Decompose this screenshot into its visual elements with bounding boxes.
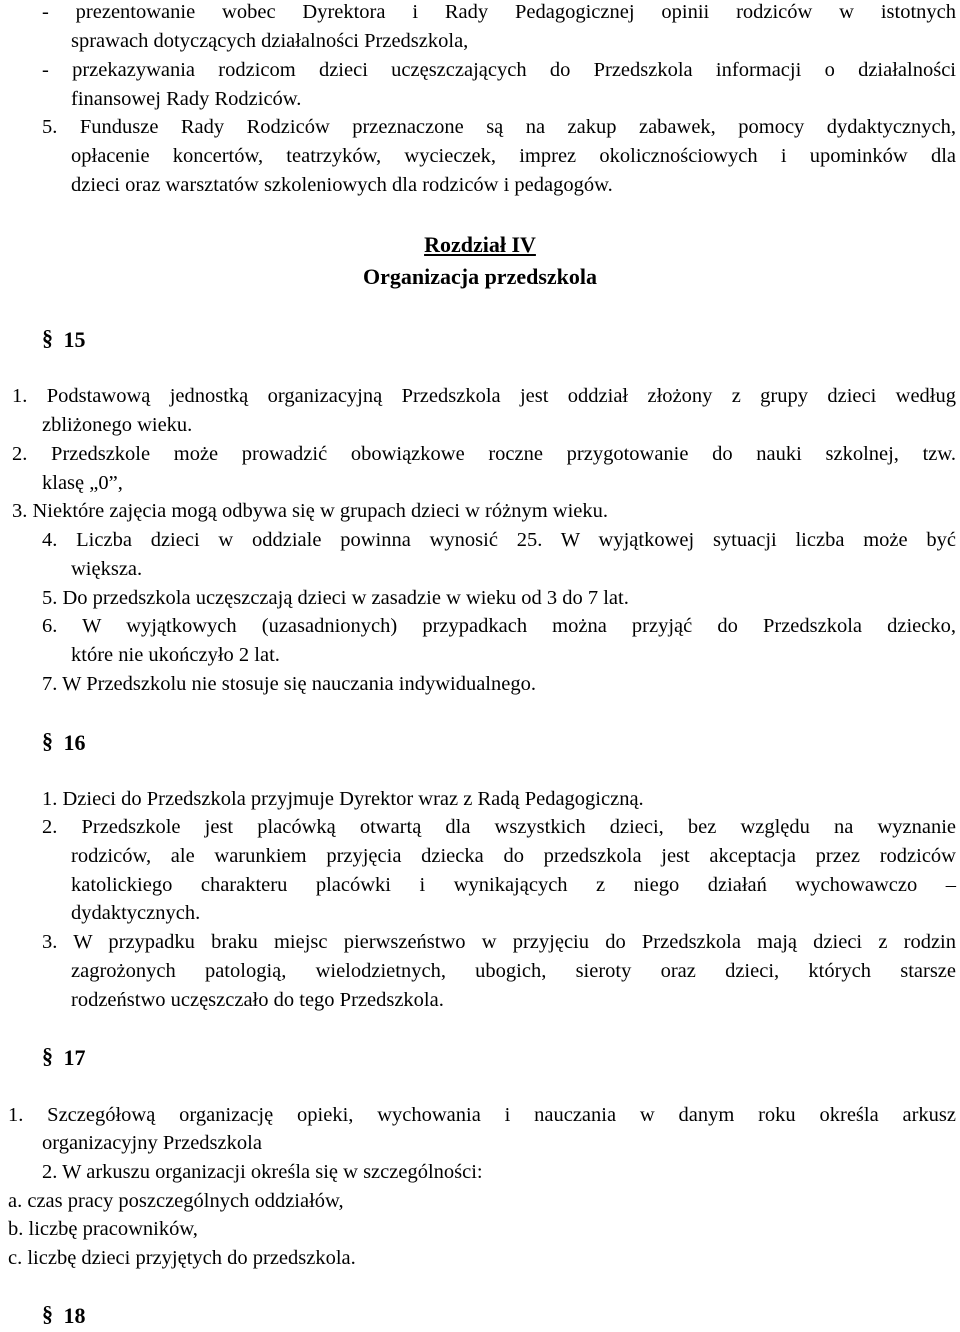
text-line: zagrożonych patologią, wielodzietnych, ubogich, sieroty oraz dzieci, których starsze [71,960,956,982]
text-line: 2. Przedszkole może prowadzić obowiązkowe roczne przygotowanie do nauki szkolnej, tzw. [12,443,956,465]
section-number: 16 [63,730,86,755]
text-line: 5. Fundusze Rady Rodziców przeznaczone są na zakup zabawek, pomocy dydaktycznych, [42,116,956,138]
text-line: klasę „0”, [42,472,123,494]
paragraph-sign: § [42,1301,53,1326]
section-number: 17 [63,1045,86,1070]
chapter-title: Organizacja przedszkola [362,264,598,289]
paragraph-sign: § [42,325,53,350]
text-line: większa. [71,558,143,580]
chapter-number: Rozdział IV [424,232,536,257]
text-line: dydaktycznych. [71,902,201,924]
text-line: sprawach dotyczących działalności Przedszkola, [71,30,469,52]
text-line: 3. Niektóre zajęcia mogą odbywa się w grupach dzieci w różnym wieku. [12,500,608,522]
section-heading-18 [42,1301,86,1330]
text-line: zbliżonego wieku. [42,414,193,436]
section-heading-16 [42,728,86,757]
text-line: 5. Do przedszkola uczęszczają dzieci w zasadzie w wieku od 3 do 7 lat. [42,587,629,609]
list-item: a. czas pracy poszczególnych oddziałów, [8,1190,344,1212]
text-line: 1. Dzieci do Przedszkola przyjmuje Dyrektor wraz z Radą Pedagogiczną. [42,788,644,810]
text-line: 4. Liczba dzieci w oddziale powinna wynosić 25. W wyjątkowej sytuacji liczba może być [42,529,956,551]
text-line: finansowej Rady Rodziców. [71,88,302,110]
paragraph-sign: § [42,1043,53,1068]
text-line: 2. W arkuszu organizacji określa się w szczególności: [42,1161,483,1183]
text-line: - przekazywania rodzicom dzieci uczęszczających do Przedszkola informacji o działalności [42,59,956,81]
text-line: opłacenie koncertów, teatrzyków, wycieczek, imprez okolicznościowych i upominków dla [71,145,956,167]
text-line: rodzeństwo uczęszczało do tego Przedszkola. [71,989,444,1011]
text-line: 1. Podstawową jednostką organizacyjną Przedszkola jest oddział złożony z grupy dzieci według [12,385,956,407]
section-number: 15 [63,327,86,352]
section-heading-17 [42,1043,86,1072]
text-line: 2. Przedszkole jest placówką otwartą dla wszystkich dzieci, bez względu na wyznanie [42,816,956,838]
text-line: katolickiego charakteru placówki i wynikających z niego działań wychowawczo – [71,874,956,896]
text-line: 3. W przypadku braku miejsc pierwszeństwo w przyjęciu do Przedszkola mają dzieci z rodzin [42,931,956,953]
paragraph-sign: § [42,728,53,753]
text-line: organizacyjny Przedszkola [42,1132,262,1154]
text-line: 1. Szczegółową organizację opieki, wychowania i nauczania w danym roku określa arkusz [8,1104,956,1126]
text-line: 6. W wyjątkowych (uzasadnionych) przypadkach można przyjąć do Przedszkola dziecko, [42,615,956,637]
section-heading-15 [42,325,86,354]
text-line: które nie ukończyło 2 lat. [71,644,280,666]
list-item: c. liczbę dzieci przyjętych do przedszkola. [8,1247,356,1269]
text-line: - prezentowanie wobec Dyrektora i Rady Pedagogicznej opinii rodziców w istotnych [42,1,956,23]
text-line: rodziców, ale warunkiem przyjęcia dziecka do przedszkola jest akceptacja przez rodziców [71,845,956,867]
list-item: b. liczbę pracowników, [8,1218,198,1240]
text-line: dzieci oraz warsztatów szkoleniowych dla rodziców i pedagogów. [71,174,613,196]
section-number: 18 [63,1303,86,1328]
text-line: 7. W Przedszkolu nie stosuje się nauczania indywidualnego. [42,673,536,695]
